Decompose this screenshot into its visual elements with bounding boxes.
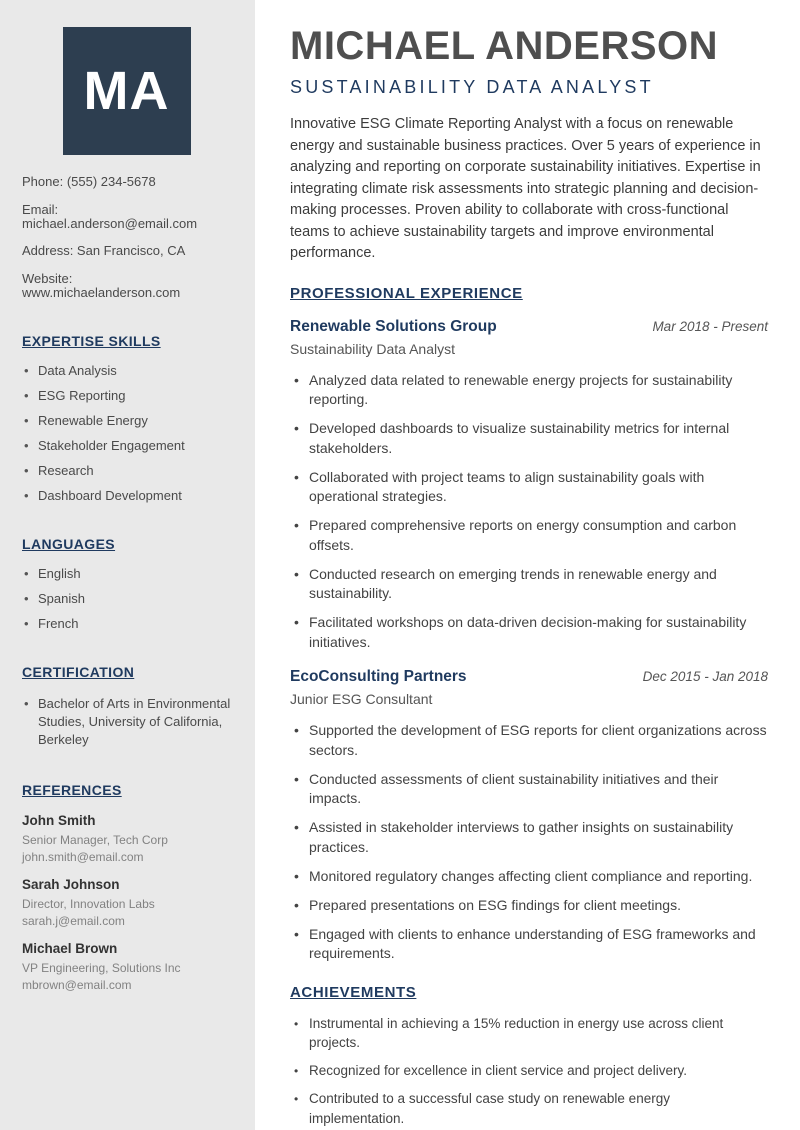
job-bullet: • Monitored regulatory changes affecting client compliance and reporting. (290, 867, 768, 887)
job-bullet: • Prepared presentations on ESG findings for client meetings. (290, 896, 768, 916)
person-title: SUSTAINABILITY DATA ANALYST (290, 77, 654, 97)
language-item: • French (22, 617, 231, 631)
achievement-bullet: • Recognized for excellence in client service and project delivery. (290, 1061, 768, 1081)
job-dates: Dec 2015 - Jan 2018 (642, 669, 768, 684)
reference-name: Sarah Johnson (22, 876, 120, 892)
person-name: MICHAEL ANDERSON (290, 24, 719, 68)
job-dates: Mar 2018 - Present (652, 318, 768, 334)
skill-item: • Data Analysis (22, 364, 231, 378)
reference-entry (22, 877, 231, 930)
achievements-list (290, 1014, 768, 1129)
skill-item: • Stakeholder Engagement (22, 439, 231, 453)
sidebar (0, 0, 255, 1130)
skill-item: • Research (22, 464, 231, 478)
reference-email: sarah.j@email.com (22, 913, 125, 928)
contact-website: Website: www.michaelanderson.com (22, 270, 181, 300)
reference-role: VP Engineering, Solutions Inc (22, 960, 181, 975)
reference-email: john.smith@email.com (22, 849, 144, 864)
avatar (63, 27, 191, 155)
job-bullet: • Conducted assessments of client sustainability initiatives and their impacts. (290, 770, 768, 809)
reference-entry (22, 813, 231, 866)
job-entry (290, 318, 768, 653)
reference-role: Senior Manager, Tech Corp (22, 832, 168, 847)
job-bullet: • Analyzed data related to renewable energy projects for sustainability reporting. (290, 371, 768, 410)
reference-role: Director, Innovation Labs (22, 896, 155, 911)
job-bullet: • Conducted research on emerging trends in renewable energy and sustainability. (290, 565, 768, 604)
job-bullet: • Prepared comprehensive reports on energy consumption and carbon offsets. (290, 516, 768, 555)
achievement-bullet: • Contributed to a successful case study on renewable energy implementation. (290, 1089, 768, 1128)
skill-item: • Renewable Energy (22, 414, 231, 428)
company-name: Renewable Solutions Group (290, 317, 497, 335)
summary-paragraph: Innovative ESG Climate Reporting Analyst with a focus on renewable energy and sustainable business practices. Over 5 years of experience in analyzing and reporting on corporate sustainability initiatives. Expertise in integrating climate risk assessments into strategic planning and decision-making processes. Proven ability to collaborate with cross-functional teams to achieve sustainability targets and improve environmental performance. (290, 116, 761, 261)
reference-entry (22, 941, 231, 994)
job-bullet: • Developed dashboards to visualize sustainability metrics for internal stakeholders. (290, 419, 768, 458)
job-bullet: • Assisted in stakeholder interviews to gather insights on sustainability practices. (290, 818, 768, 857)
contact-info (22, 175, 231, 300)
skills-heading: EXPERTISE SKILLS (22, 332, 161, 349)
job-role: Sustainability Data Analyst (290, 340, 455, 357)
job-bullet: • Engaged with clients to enhance understanding of ESG frameworks and requirements. (290, 925, 768, 964)
job-bullet: • Collaborated with project teams to align sustainability goals with operational strategies. (290, 468, 768, 507)
contact-address: Address: San Francisco, CA (22, 243, 186, 258)
job-header (290, 668, 768, 686)
achievements-heading: ACHIEVEMENTS (290, 983, 417, 1001)
job-role: Junior ESG Consultant (290, 691, 433, 707)
reference-name: John Smith (22, 812, 96, 828)
language-item: • English (22, 567, 231, 581)
job-bullet: • Supported the development of ESG reports for client organizations across sectors. (290, 721, 768, 760)
experience-heading: PROFESSIONAL EXPERIENCE (290, 284, 523, 302)
job-bullet: • Facilitated workshops on data-driven decision-making for sustainability initiatives. (290, 613, 768, 652)
references-heading: REFERENCES (22, 781, 122, 798)
language-item: • Spanish (22, 592, 231, 606)
languages-heading: LANGUAGES (22, 535, 116, 552)
job-bullet-list (290, 721, 768, 964)
job-header (290, 318, 768, 336)
skill-item: • Dashboard Development (22, 489, 231, 503)
languages-list (22, 567, 231, 631)
achievement-bullet: • Instrumental in achieving a 15% reduction in energy use across client projects. (290, 1014, 768, 1053)
reference-name: Michael Brown (22, 940, 118, 956)
certification-list (22, 695, 231, 749)
skill-item: • ESG Reporting (22, 389, 231, 403)
main-content (255, 0, 800, 1130)
avatar-initials: MA (83, 61, 170, 121)
contact-phone: Phone: (555) 234-5678 (22, 174, 156, 189)
job-entry (290, 668, 768, 964)
certification-heading: CERTIFICATION (22, 663, 135, 680)
reference-email: mbrown@email.com (22, 977, 132, 992)
certification-item: • Bachelor of Arts in Environmental Studies, University of California, Berkeley (22, 695, 231, 749)
skills-list (22, 364, 231, 503)
job-bullet-list (290, 371, 768, 653)
contact-email: Email: michael.anderson@email.com (22, 201, 198, 231)
company-name: EcoConsulting Partners (290, 668, 467, 685)
